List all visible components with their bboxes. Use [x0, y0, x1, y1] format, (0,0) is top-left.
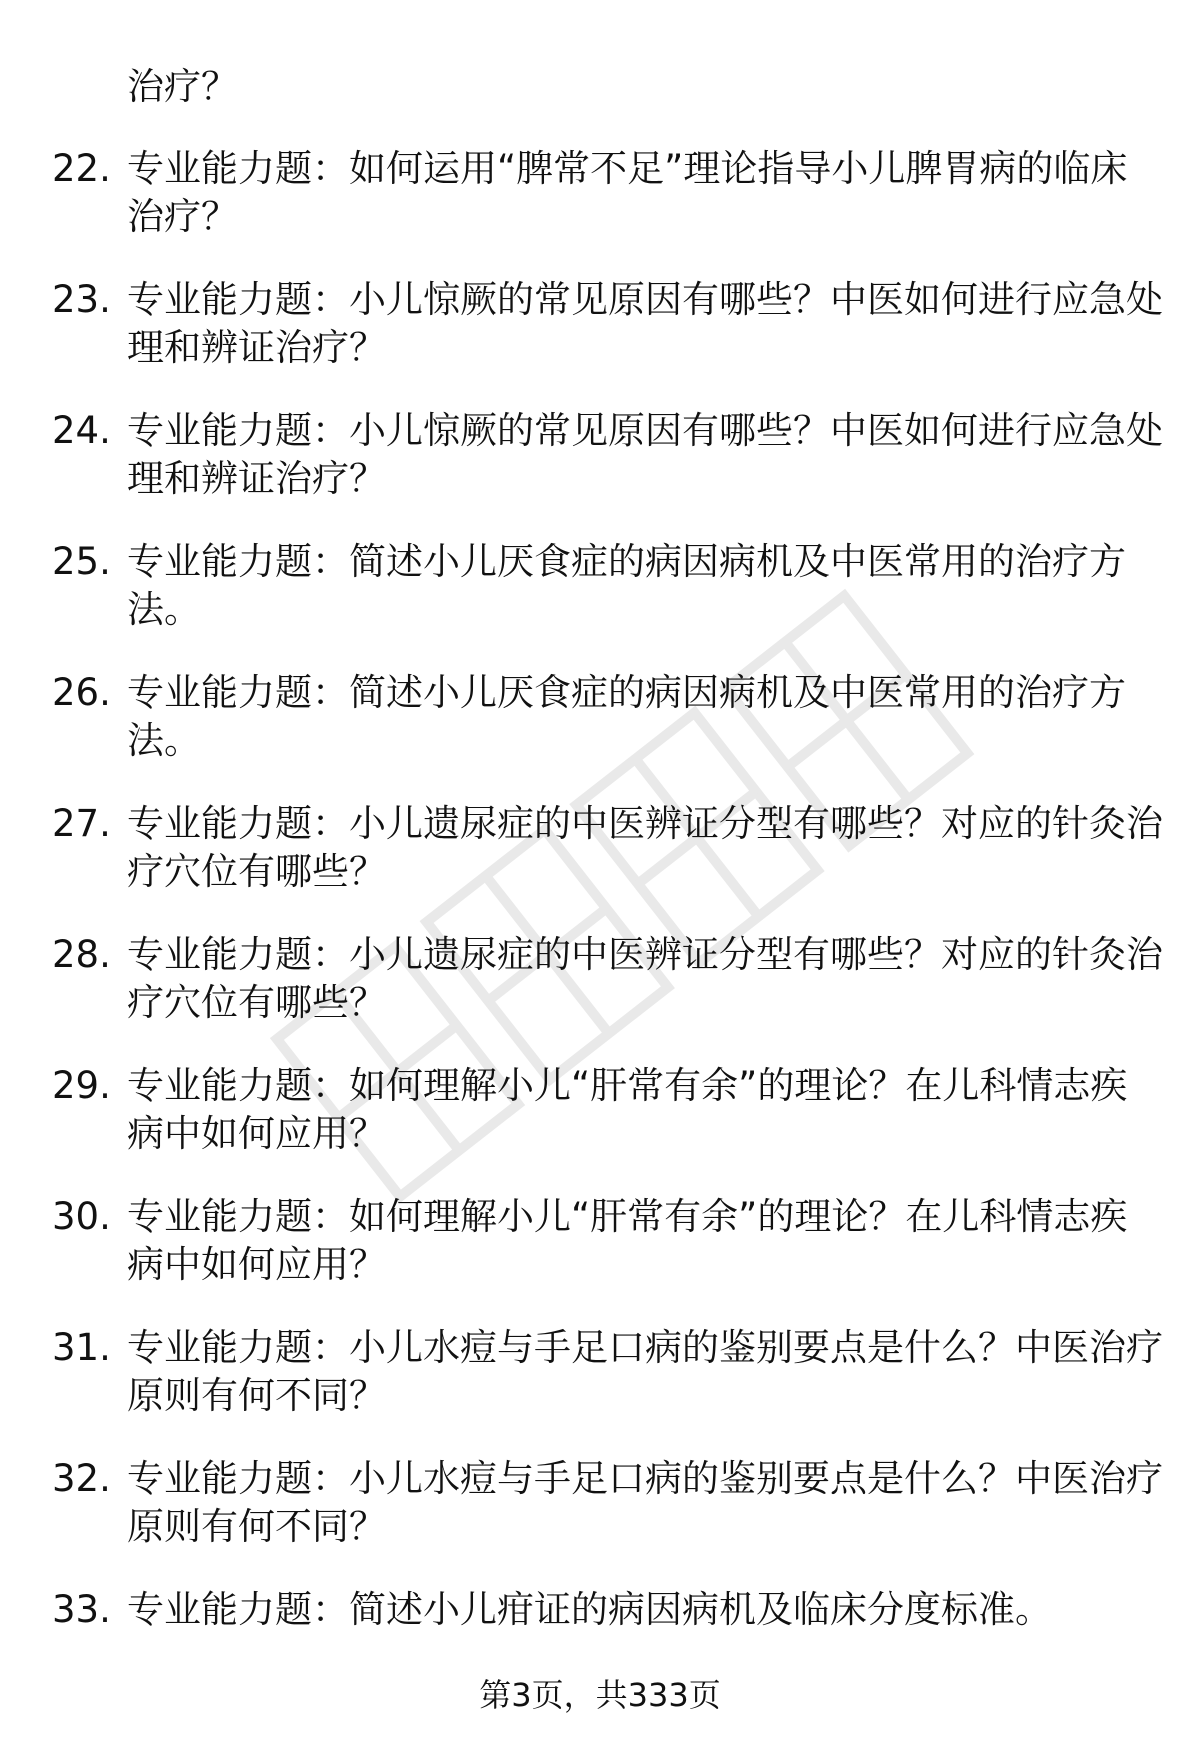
question-item [0, 276, 1200, 407]
question-item [0, 407, 1200, 538]
question-number: 25. [52, 540, 111, 583]
question-line: 理和辨证治疗？ [127, 457, 386, 500]
question-line: 专业能力题：小儿水痘与手足口病的鉴别要点是什么？中医治疗 [127, 1326, 1163, 1369]
question-line: 专业能力题：小儿遗尿症的中医辨证分型有哪些？对应的针灸治 [127, 933, 1163, 976]
question-line: 专业能力题：如何理解小儿“肝常有余”的理论？在儿科情志疾 [127, 1195, 1128, 1238]
question-text [127, 538, 1137, 634]
question-item [0, 1324, 1200, 1455]
question-line: 法。 [127, 588, 201, 631]
question-item [0, 669, 1200, 800]
question-number: 23. [52, 278, 111, 321]
question-item [0, 538, 1200, 669]
question-text [127, 1324, 1163, 1420]
question-number: 29. [52, 1064, 111, 1107]
question-line: 专业能力题：简述小儿疳证的病因病机及临床分度标准。 [127, 1588, 1052, 1631]
question-line: 专业能力题：小儿遗尿症的中医辨证分型有哪些？对应的针灸治 [127, 802, 1163, 845]
question-line: 专业能力题：小儿惊厥的常见原因有哪些？中医如何进行应急处 [127, 278, 1163, 321]
question-item [0, 1455, 1200, 1586]
question-line: 专业能力题：小儿惊厥的常见原因有哪些？中医如何进行应急处 [127, 409, 1163, 452]
question-line: 专业能力题：简述小儿厌食症的病因病机及中医常用的治疗方 [127, 671, 1126, 714]
question-text [127, 931, 1163, 1027]
question-text [127, 1062, 1137, 1158]
question-number: 31. [52, 1326, 111, 1369]
question-line: 病中如何应用？ [127, 1243, 386, 1286]
question-line: 原则有何不同？ [127, 1505, 386, 1548]
question-item [0, 1062, 1200, 1193]
question-line: 专业能力题：如何运用“脾常不足”理论指导小儿脾胃病的临床 [127, 147, 1128, 190]
question-text [127, 800, 1163, 896]
question-number: 32. [52, 1457, 111, 1500]
question-line: 专业能力题：小儿水痘与手足口病的鉴别要点是什么？中医治疗 [127, 1457, 1163, 1500]
question-text [127, 276, 1163, 372]
page-footer: 第3页，共333页 [479, 1676, 721, 1714]
question-line: 治疗？ [127, 195, 238, 238]
question-text [127, 407, 1163, 503]
question-line: 病中如何应用？ [127, 1112, 386, 1155]
question-text [127, 1586, 1137, 1634]
question-item [0, 145, 1200, 276]
question-number: 28. [52, 933, 111, 976]
question-number: 33. [52, 1588, 111, 1631]
question-line: 原则有何不同？ [127, 1374, 386, 1417]
question-list [0, 145, 1200, 1717]
question-line: 理和辨证治疗？ [127, 326, 386, 369]
question-line: 法。 [127, 719, 201, 762]
question-number: 30. [52, 1195, 111, 1238]
question-number: 26. [52, 671, 111, 714]
question-text [127, 669, 1137, 765]
continuation-line: 治疗？ [127, 65, 238, 108]
question-item [0, 931, 1200, 1062]
question-line: 疗穴位有哪些？ [127, 981, 386, 1024]
question-line: 专业能力题：简述小儿厌食症的病因病机及中医常用的治疗方 [127, 540, 1126, 583]
question-line: 专业能力题：如何理解小儿“肝常有余”的理论？在儿科情志疾 [127, 1064, 1128, 1107]
question-text [127, 1193, 1137, 1289]
question-number: 22. [52, 147, 111, 190]
question-number: 27. [52, 802, 111, 845]
question-item [0, 1193, 1200, 1324]
question-line: 疗穴位有哪些？ [127, 850, 386, 893]
question-text [127, 145, 1137, 241]
question-item [0, 800, 1200, 931]
question-text [127, 1455, 1163, 1551]
question-number: 24. [52, 409, 111, 452]
